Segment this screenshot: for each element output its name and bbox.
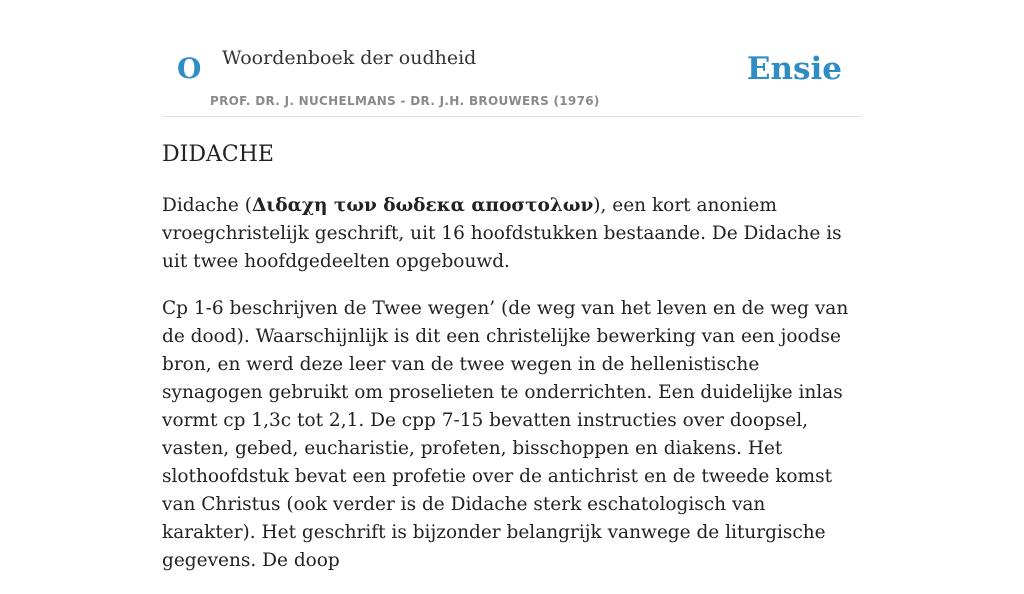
index-letter[interactable]: O [177, 52, 202, 85]
intro-text-start: Didache ( [162, 195, 252, 216]
intro-text-end: ), een kort anoniem vroegchristelijk geschrift, uit 16 hoofdstukken bestaande. De Didache is uit twee hoofdgedeelten opgebouwd. [162, 195, 842, 272]
entry-content [162, 140, 862, 594]
dictionary-title[interactable]: Woordenboek der oudheid [222, 47, 477, 69]
entry-header [162, 0, 862, 117]
paragraph-intro [162, 192, 862, 276]
greek-title: Διδαχη των δωδεκα αποστολων [251, 195, 594, 216]
paragraph-body: Cp 1-6 beschrijven de Twee wegen’ (de weg van het leven en de weg van de dood). Waarschijnlijk is dit een christelijke bewerking van een joodse bron, en werd deze leer van de twee wegen in de hellenistische synagogen gebruikt om proselieten te onderrichten. Een duidelijke inlas vormt cp 1,3c tot 2,1. De cpp 7-15 bevatten instructies over doopsel, vasten, gebed, eucharistie, profeten, bisschoppen en diakens. Het slothoofdstuk bevat een profetie over de antichrist en de tweede komst van Christus (ook verder is de Didache sterk eschatologisch van karakter). Het geschrift is bijzonder belangrijk vanwege de liturgische gegevens. De doop [162, 298, 849, 571]
entry-title: DIDACHE [162, 142, 274, 167]
dictionary-authors: PROF. DR. J. NUCHELMANS - DR. J.H. BROUWERS (1976) [210, 94, 600, 108]
brand-logo[interactable]: Ensie [746, 51, 842, 87]
